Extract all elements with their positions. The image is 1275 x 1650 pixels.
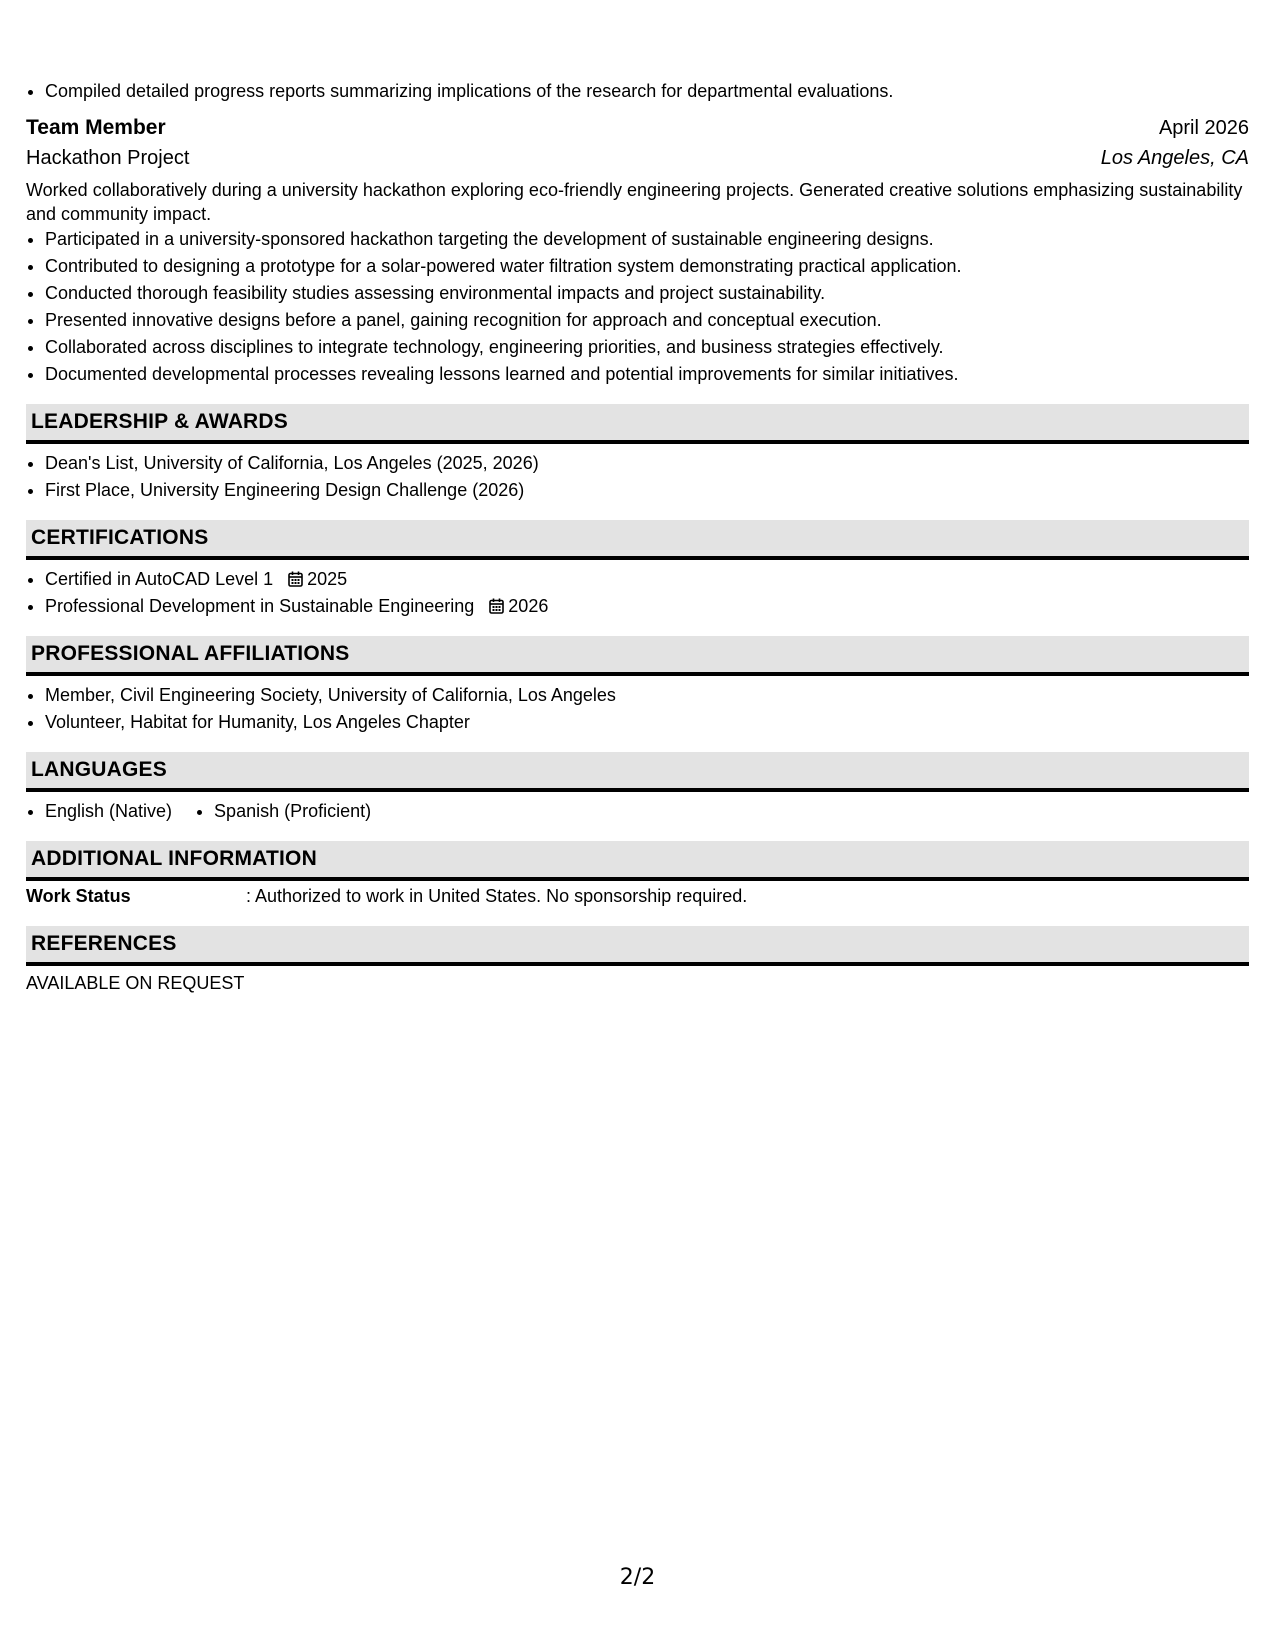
list-item: • Participated in a university-sponsored hackathon targeting the development of sustainable engineering designs. — [45, 226, 1249, 253]
list-item: • Spanish (Proficient) — [214, 798, 371, 825]
list-item: • Presented innovative designs before a panel, gaining recognition for approach and conceptual execution. — [45, 307, 1249, 334]
work-status-label: Work Status — [26, 886, 131, 906]
section-header-leadership — [26, 404, 1249, 444]
certification-year: 2026 — [508, 596, 549, 616]
section-title: PROFESSIONAL AFFILIATIONS — [31, 642, 350, 665]
job-date: April 2026 — [1158, 117, 1249, 139]
certification-name: Certified in AutoCAD Level 1 — [45, 569, 274, 589]
page-number: 2/2 — [619, 1565, 656, 1590]
section-title: CERTIFICATIONS — [31, 526, 209, 549]
section-header-references — [26, 926, 1249, 966]
job-title: Team Member — [26, 116, 166, 139]
section-title: ADDITIONAL INFORMATION — [31, 847, 317, 870]
experience-entry — [26, 105, 1249, 388]
section-header-additional-information — [26, 841, 1249, 881]
job-bullets — [26, 226, 1249, 388]
calendar-icon — [288, 571, 303, 587]
section-title: REFERENCES — [31, 932, 177, 955]
references-text: AVAILABLE ON REQUEST — [26, 973, 245, 993]
languages-list — [26, 798, 1249, 825]
leadership-list — [26, 450, 1249, 504]
list-item — [45, 566, 1249, 593]
calendar-icon — [489, 598, 504, 614]
list-item: • Compiled detailed progress reports summarizing implications of the research for departmental evaluations. — [45, 78, 1249, 105]
list-item: • Collaborated across disciplines to integrate technology, engineering priorities, and business strategies effectively. — [45, 334, 1249, 361]
list-item: • Dean's List, University of California, Los Angeles (2025, 2026) — [45, 450, 1249, 477]
section-header-languages — [26, 752, 1249, 792]
certifications-list — [26, 566, 1249, 620]
previous-job-bullets — [26, 78, 1249, 105]
list-item: • Conducted thorough feasibility studies assessing environmental impacts and project sustainability. — [45, 280, 1249, 307]
list-item: • Documented developmental processes revealing lessons learned and potential improvements for similar initiatives. — [45, 361, 1249, 388]
work-status-value: : Authorized to work in United States. No sponsorship required. — [246, 886, 748, 906]
job-summary: Worked collaboratively during a university hackathon exploring eco-friendly engineering projects. Generated creative solutions emphasizing sustainability and community impact. — [26, 180, 1243, 224]
certification-name: Professional Development in Sustainable Engineering — [45, 596, 475, 616]
section-header-affiliations — [26, 636, 1249, 676]
list-item: • Member, Civil Engineering Society, University of California, Los Angeles — [45, 682, 1249, 709]
section-header-certifications — [26, 520, 1249, 560]
certification-year: 2025 — [307, 569, 348, 589]
section-title: LANGUAGES — [31, 758, 167, 781]
resume-page — [26, 78, 1249, 997]
list-item: • First Place, University Engineering Design Challenge (2026) — [45, 477, 1249, 504]
list-item — [45, 593, 1249, 620]
job-organization: Hackathon Project — [26, 147, 190, 169]
job-location: Los Angeles, CA — [1100, 147, 1249, 169]
work-status-row — [26, 881, 1249, 910]
section-title: LEADERSHIP & AWARDS — [31, 410, 288, 433]
list-item: • Volunteer, Habitat for Humanity, Los Angeles Chapter — [45, 709, 1249, 736]
list-item: • Contributed to designing a prototype for a solar-powered water filtration system demonstrating practical application. — [45, 253, 1249, 280]
list-item: • English (Native) — [45, 798, 172, 825]
affiliations-list — [26, 682, 1249, 736]
